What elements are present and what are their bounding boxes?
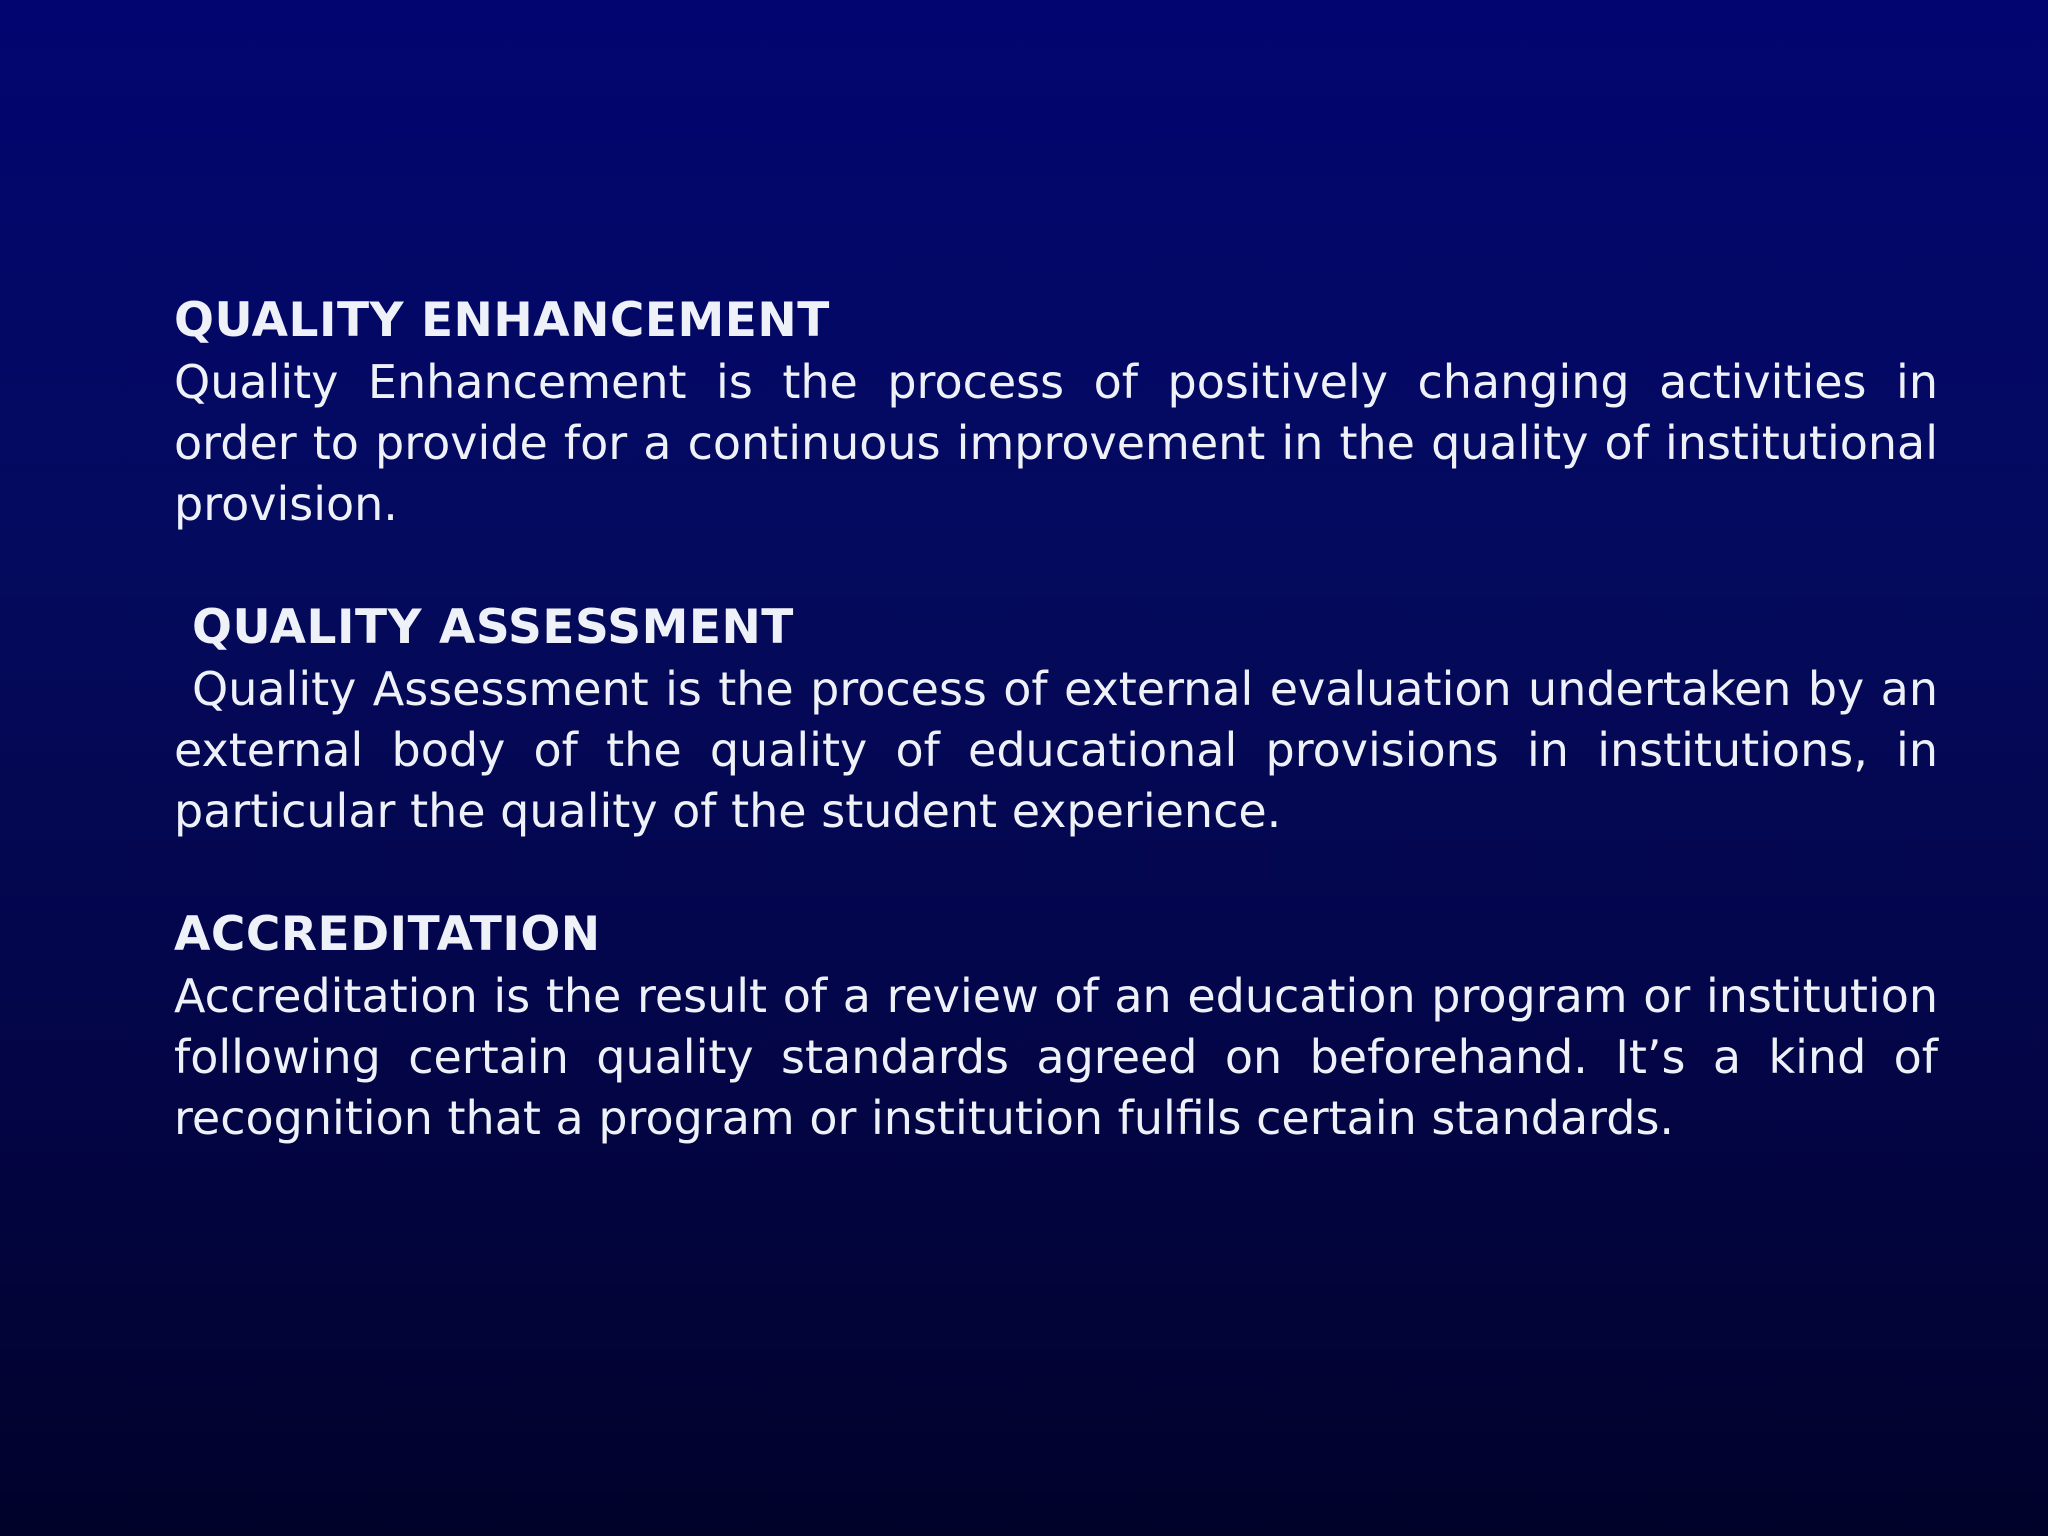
section-heading: QUALITY ENHANCEMENT (174, 293, 830, 348)
section-body: Quality Assessment is the process of external evaluation undertaken by an external body of the quality of educational provisions in institutions, in particular the quality of the student experience. (174, 662, 1938, 838)
section-body: Quality Enhancement is the process of positively changing activities in order to provide for a continuous improvement in the quality of institutional provision. (174, 355, 1938, 531)
section-quality-assessment (174, 597, 1938, 842)
section-body: Accreditation is the result of a review of an education program or institution following certain quality standards agreed on beforehand. It’s a kind of recognition that a program or institution fulfils certain standards. (174, 969, 1938, 1145)
slide-content (174, 290, 1938, 1211)
section-quality-enhancement (174, 290, 1938, 535)
section-accreditation (174, 904, 1938, 1149)
section-heading: QUALITY ASSESSMENT (192, 600, 794, 655)
section-heading: ACCREDITATION (174, 907, 601, 962)
